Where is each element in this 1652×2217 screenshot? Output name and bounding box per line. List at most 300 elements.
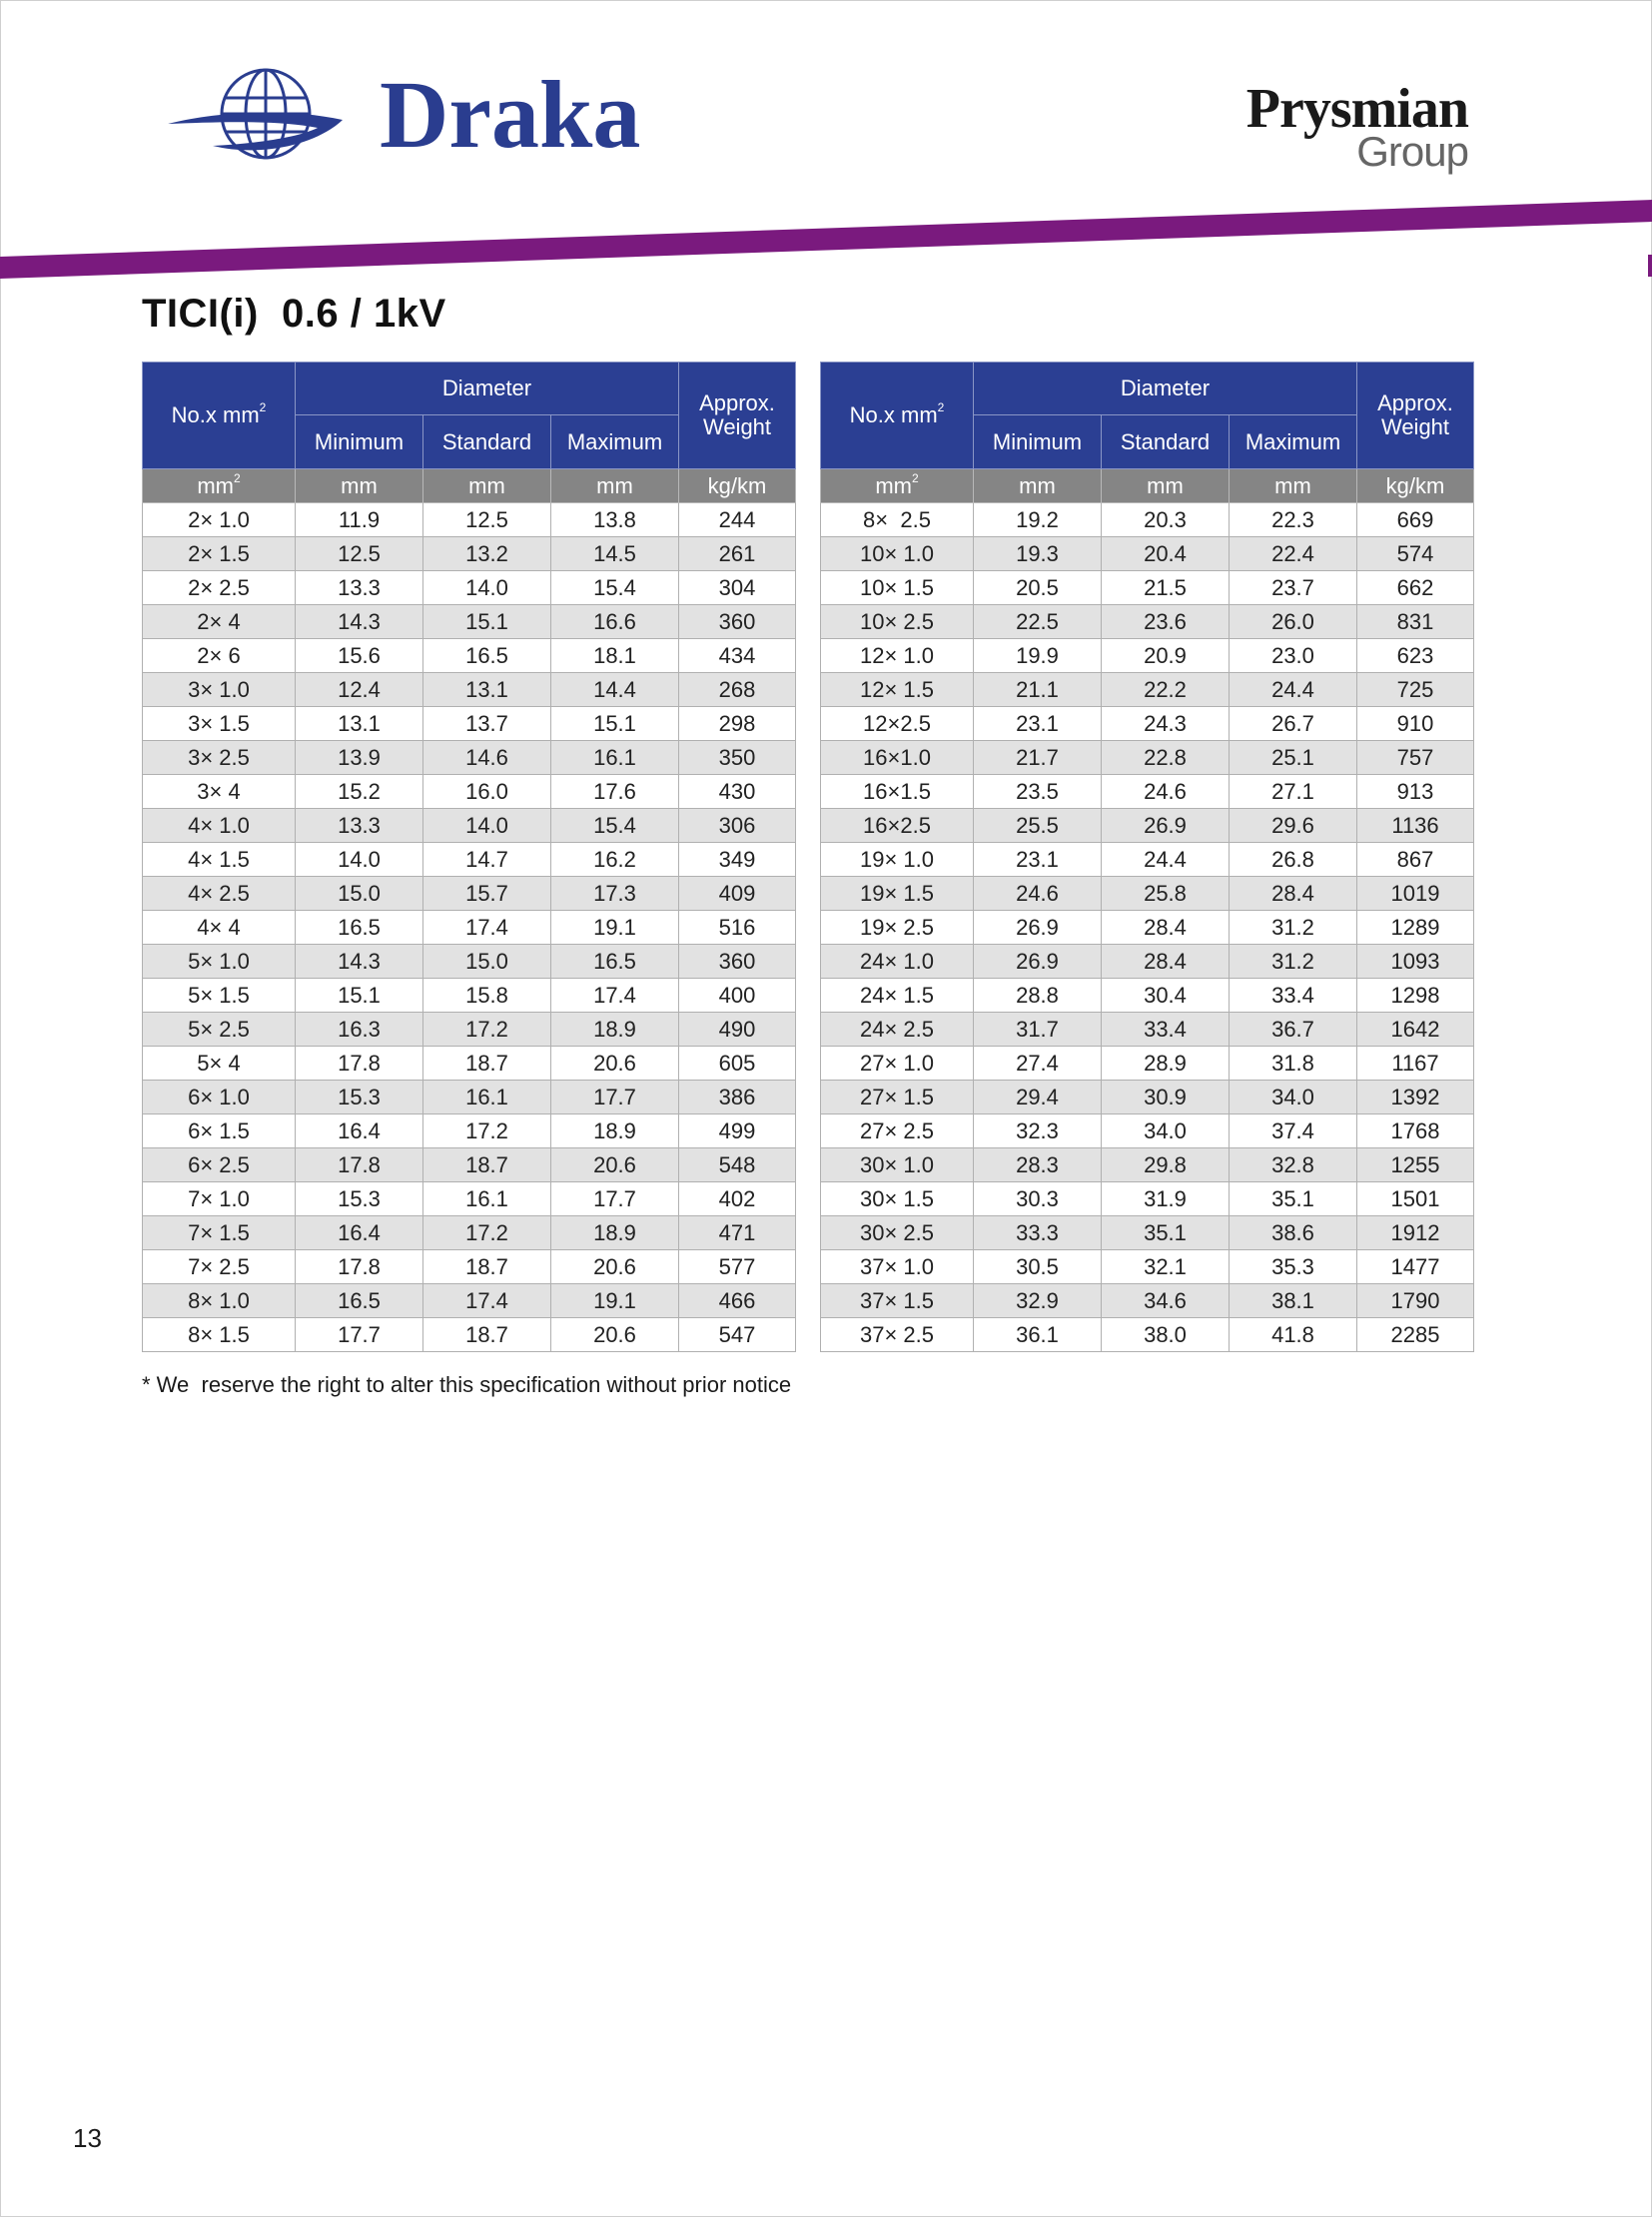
table-row — [821, 1182, 1474, 1216]
page-title: TICI(i) 0.6 / 1kV — [142, 292, 446, 336]
cell-maximum: 24.4 — [1230, 673, 1357, 707]
cell-minimum: 22.5 — [974, 605, 1102, 639]
cell-conductors: 7× 2.5 — [143, 1250, 296, 1284]
cell-conductors: 30× 1.0 — [821, 1148, 974, 1182]
cell-weight: 1289 — [1357, 911, 1474, 945]
cell-conductors: 24× 1.0 — [821, 945, 974, 979]
cell-minimum: 21.1 — [974, 673, 1102, 707]
cell-standard: 17.2 — [423, 1216, 551, 1250]
cell-maximum: 27.1 — [1230, 775, 1357, 809]
cell-minimum: 14.3 — [296, 945, 423, 979]
cell-standard: 17.4 — [423, 911, 551, 945]
cell-minimum: 12.5 — [296, 537, 423, 571]
cell-conductors: 27× 2.5 — [821, 1114, 974, 1148]
cell-minimum: 36.1 — [974, 1318, 1102, 1352]
cell-standard: 33.4 — [1102, 1013, 1230, 1047]
cell-standard: 21.5 — [1102, 571, 1230, 605]
cell-weight: 1912 — [1357, 1216, 1474, 1250]
cell-minimum: 15.6 — [296, 639, 423, 673]
cell-minimum: 24.6 — [974, 877, 1102, 911]
table-body-right — [821, 503, 1474, 1352]
cell-maximum: 31.2 — [1230, 945, 1357, 979]
table-row — [821, 1284, 1474, 1318]
cell-standard: 15.7 — [423, 877, 551, 911]
cell-conductors: 5× 4 — [143, 1047, 296, 1081]
cell-standard: 20.9 — [1102, 639, 1230, 673]
cell-standard: 16.1 — [423, 1081, 551, 1114]
cell-standard: 13.1 — [423, 673, 551, 707]
cell-maximum: 33.4 — [1230, 979, 1357, 1013]
cell-maximum: 41.8 — [1230, 1318, 1357, 1352]
header-standard: Standard — [1102, 415, 1230, 469]
cell-standard: 31.9 — [1102, 1182, 1230, 1216]
cell-weight: 1167 — [1357, 1047, 1474, 1081]
table-row — [143, 639, 796, 673]
cell-minimum: 13.9 — [296, 741, 423, 775]
cell-minimum: 32.3 — [974, 1114, 1102, 1148]
cell-weight: 386 — [679, 1081, 796, 1114]
table-row — [821, 979, 1474, 1013]
table-row — [821, 1013, 1474, 1047]
cell-weight: 623 — [1357, 639, 1474, 673]
cell-standard: 16.0 — [423, 775, 551, 809]
cell-maximum: 15.1 — [551, 707, 679, 741]
cell-maximum: 28.4 — [1230, 877, 1357, 911]
table-row — [143, 503, 796, 537]
spec-table-right — [820, 362, 1474, 1352]
cell-standard: 34.0 — [1102, 1114, 1230, 1148]
cell-maximum: 22.4 — [1230, 537, 1357, 571]
cell-weight: 1642 — [1357, 1013, 1474, 1047]
table-row — [821, 911, 1474, 945]
cell-weight: 831 — [1357, 605, 1474, 639]
table-row — [143, 1081, 796, 1114]
cell-minimum: 19.3 — [974, 537, 1102, 571]
cell-standard: 32.1 — [1102, 1250, 1230, 1284]
cell-standard: 15.0 — [423, 945, 551, 979]
cell-standard: 25.8 — [1102, 877, 1230, 911]
cell-conductors: 27× 1.5 — [821, 1081, 974, 1114]
table-row — [821, 1318, 1474, 1352]
cell-standard: 24.4 — [1102, 843, 1230, 877]
cell-standard: 18.7 — [423, 1047, 551, 1081]
cell-weight: 1136 — [1357, 809, 1474, 843]
table-row — [821, 1081, 1474, 1114]
cell-standard: 28.4 — [1102, 911, 1230, 945]
cell-maximum: 18.9 — [551, 1216, 679, 1250]
cell-weight: 466 — [679, 1284, 796, 1318]
cell-conductors: 16×1.0 — [821, 741, 974, 775]
cell-conductors: 12× 1.5 — [821, 673, 974, 707]
cell-weight: 1298 — [1357, 979, 1474, 1013]
cell-minimum: 15.0 — [296, 877, 423, 911]
cell-weight: 1501 — [1357, 1182, 1474, 1216]
cell-weight: 499 — [679, 1114, 796, 1148]
cell-maximum: 26.8 — [1230, 843, 1357, 877]
table-row — [821, 1114, 1474, 1148]
table-row — [143, 707, 796, 741]
cell-minimum: 13.3 — [296, 571, 423, 605]
cell-weight: 1477 — [1357, 1250, 1474, 1284]
cell-weight: 725 — [1357, 673, 1474, 707]
table-row — [821, 843, 1474, 877]
cell-maximum: 14.4 — [551, 673, 679, 707]
cell-conductors: 37× 1.0 — [821, 1250, 974, 1284]
cell-weight: 360 — [679, 945, 796, 979]
cell-conductors: 8× 1.5 — [143, 1318, 296, 1352]
cell-minimum: 28.3 — [974, 1148, 1102, 1182]
cell-maximum: 16.1 — [551, 741, 679, 775]
cell-minimum: 15.3 — [296, 1182, 423, 1216]
cell-weight: 350 — [679, 741, 796, 775]
table-row — [821, 605, 1474, 639]
cell-minimum: 15.1 — [296, 979, 423, 1013]
cell-weight: 913 — [1357, 775, 1474, 809]
cell-standard: 30.4 — [1102, 979, 1230, 1013]
table-row — [143, 877, 796, 911]
table-row — [143, 741, 796, 775]
cell-conductors: 30× 2.5 — [821, 1216, 974, 1250]
cell-standard: 18.7 — [423, 1318, 551, 1352]
cell-maximum: 16.5 — [551, 945, 679, 979]
cell-standard: 18.7 — [423, 1250, 551, 1284]
cell-weight: 434 — [679, 639, 796, 673]
table-row — [143, 605, 796, 639]
header-minimum: Minimum — [974, 415, 1102, 469]
cell-maximum: 34.0 — [1230, 1081, 1357, 1114]
cell-maximum: 18.9 — [551, 1013, 679, 1047]
cell-minimum: 13.1 — [296, 707, 423, 741]
cell-weight: 547 — [679, 1318, 796, 1352]
unit-conductors: $mm^2$ — [821, 469, 974, 503]
unit-maximum: mm — [551, 469, 679, 503]
cell-minimum: 20.5 — [974, 571, 1102, 605]
cell-weight: 1255 — [1357, 1148, 1474, 1182]
cell-conductors: 6× 1.0 — [143, 1081, 296, 1114]
cell-conductors: 4× 1.5 — [143, 843, 296, 877]
table-row — [821, 1148, 1474, 1182]
cell-maximum: 17.7 — [551, 1081, 679, 1114]
cell-conductors: 3× 1.0 — [143, 673, 296, 707]
header-diameter: Diameter — [296, 363, 679, 415]
cell-standard: 20.3 — [1102, 503, 1230, 537]
cell-standard: 22.2 — [1102, 673, 1230, 707]
cell-weight: 757 — [1357, 741, 1474, 775]
table-row — [821, 945, 1474, 979]
cell-weight: 516 — [679, 911, 796, 945]
cell-conductors: 8× 2.5 — [821, 503, 974, 537]
table-row — [821, 707, 1474, 741]
cell-maximum: 18.1 — [551, 639, 679, 673]
cell-conductors: 2× 4 — [143, 605, 296, 639]
globe-icon — [168, 62, 348, 172]
cell-conductors: 24× 1.5 — [821, 979, 974, 1013]
cell-weight: 430 — [679, 775, 796, 809]
cell-standard: 26.9 — [1102, 809, 1230, 843]
cell-maximum: 37.4 — [1230, 1114, 1357, 1148]
cell-minimum: 17.8 — [296, 1148, 423, 1182]
prysmian-wordmark: Prysmian — [1245, 78, 1468, 140]
cell-weight: 605 — [679, 1047, 796, 1081]
table-row — [143, 809, 796, 843]
cell-minimum: 30.5 — [974, 1250, 1102, 1284]
cell-minimum: 29.4 — [974, 1081, 1102, 1114]
table-row — [143, 1216, 796, 1250]
table-row — [821, 503, 1474, 537]
cell-weight: 577 — [679, 1250, 796, 1284]
cell-minimum: 28.8 — [974, 979, 1102, 1013]
cell-maximum: 20.6 — [551, 1047, 679, 1081]
cell-minimum: 30.3 — [974, 1182, 1102, 1216]
cell-minimum: 16.5 — [296, 911, 423, 945]
cell-weight: 548 — [679, 1148, 796, 1182]
cell-minimum: 16.3 — [296, 1013, 423, 1047]
cell-conductors: 24× 2.5 — [821, 1013, 974, 1047]
cell-maximum: 26.0 — [1230, 605, 1357, 639]
cell-minimum: 23.5 — [974, 775, 1102, 809]
unit-standard: mm — [423, 469, 551, 503]
cell-minimum: 23.1 — [974, 843, 1102, 877]
cell-standard: 20.4 — [1102, 537, 1230, 571]
cell-minimum: 17.8 — [296, 1250, 423, 1284]
cell-minimum: 16.4 — [296, 1216, 423, 1250]
table-row — [821, 639, 1474, 673]
cell-maximum: 32.8 — [1230, 1148, 1357, 1182]
cell-weight: 261 — [679, 537, 796, 571]
cell-standard: 38.0 — [1102, 1318, 1230, 1352]
cell-weight: 298 — [679, 707, 796, 741]
cell-standard: 29.8 — [1102, 1148, 1230, 1182]
cell-conductors: 2× 1.5 — [143, 537, 296, 571]
table-body-left — [143, 503, 796, 1352]
table-row — [821, 673, 1474, 707]
cell-minimum: 27.4 — [974, 1047, 1102, 1081]
cell-conductors: 12×2.5 — [821, 707, 974, 741]
cell-conductors: 3× 2.5 — [143, 741, 296, 775]
cell-conductors: 6× 1.5 — [143, 1114, 296, 1148]
table-row — [143, 775, 796, 809]
cell-minimum: 16.4 — [296, 1114, 423, 1148]
cell-minimum: 12.4 — [296, 673, 423, 707]
cell-conductors: 10× 1.5 — [821, 571, 974, 605]
cell-weight: 402 — [679, 1182, 796, 1216]
cell-standard: 16.5 — [423, 639, 551, 673]
header-conductors: No.x $mm^2$ — [143, 363, 296, 469]
table-row — [821, 1250, 1474, 1284]
cell-minimum: 19.9 — [974, 639, 1102, 673]
cell-weight: 669 — [1357, 503, 1474, 537]
table-row — [143, 673, 796, 707]
table-row — [821, 877, 1474, 911]
cell-conductors: 16×2.5 — [821, 809, 974, 843]
cell-weight: 1768 — [1357, 1114, 1474, 1148]
cell-minimum: 14.3 — [296, 605, 423, 639]
cell-conductors: 5× 1.0 — [143, 945, 296, 979]
table-row — [821, 571, 1474, 605]
cell-maximum: 15.4 — [551, 571, 679, 605]
cell-minimum: 19.2 — [974, 503, 1102, 537]
unit-conductors: $mm^2$ — [143, 469, 296, 503]
footnote: * We reserve the right to alter this specification without prior notice — [142, 1372, 792, 1397]
cell-standard: 17.2 — [423, 1114, 551, 1148]
table-row — [143, 1182, 796, 1216]
cell-conductors: 2× 1.0 — [143, 503, 296, 537]
table-row — [143, 1047, 796, 1081]
header-weight: Approx. Weight — [679, 363, 796, 469]
cell-standard: 24.3 — [1102, 707, 1230, 741]
cell-weight: 400 — [679, 979, 796, 1013]
cell-standard: 35.1 — [1102, 1216, 1230, 1250]
spec-table-left — [142, 362, 796, 1352]
cell-weight: 409 — [679, 877, 796, 911]
cell-conductors: 3× 4 — [143, 775, 296, 809]
cell-maximum: 20.6 — [551, 1250, 679, 1284]
cell-maximum: 23.0 — [1230, 639, 1357, 673]
group-wordmark: Group — [1356, 128, 1468, 175]
draka-logo — [168, 62, 667, 172]
cell-conductors: 27× 1.0 — [821, 1047, 974, 1081]
cell-standard: 30.9 — [1102, 1081, 1230, 1114]
cell-weight: 471 — [679, 1216, 796, 1250]
cell-maximum: 14.5 — [551, 537, 679, 571]
cell-standard: 13.7 — [423, 707, 551, 741]
cell-weight: 490 — [679, 1013, 796, 1047]
cell-conductors: 8× 1.0 — [143, 1284, 296, 1318]
cell-maximum: 20.6 — [551, 1148, 679, 1182]
cell-standard: 14.0 — [423, 571, 551, 605]
cell-conductors: 19× 1.0 — [821, 843, 974, 877]
cell-maximum: 25.1 — [1230, 741, 1357, 775]
table-row — [143, 1250, 796, 1284]
cell-conductors: 5× 2.5 — [143, 1013, 296, 1047]
cell-minimum: 13.3 — [296, 809, 423, 843]
cell-minimum: 17.8 — [296, 1047, 423, 1081]
table-row — [143, 945, 796, 979]
header-weight: Approx. Weight — [1357, 363, 1474, 469]
cell-maximum: 22.3 — [1230, 503, 1357, 537]
cell-standard: 14.6 — [423, 741, 551, 775]
cell-maximum: 38.1 — [1230, 1284, 1357, 1318]
cell-weight: 2285 — [1357, 1318, 1474, 1352]
header-conductors: No.x $mm^2$ — [821, 363, 974, 469]
cell-minimum: 32.9 — [974, 1284, 1102, 1318]
cell-standard: 28.4 — [1102, 945, 1230, 979]
cell-maximum: 29.6 — [1230, 809, 1357, 843]
cell-standard: 17.4 — [423, 1284, 551, 1318]
cell-minimum: 11.9 — [296, 503, 423, 537]
table-row — [143, 571, 796, 605]
cell-maximum: 36.7 — [1230, 1013, 1357, 1047]
cell-conductors: 4× 1.0 — [143, 809, 296, 843]
table-row — [143, 1013, 796, 1047]
cell-weight: 304 — [679, 571, 796, 605]
cell-conductors: 2× 2.5 — [143, 571, 296, 605]
cell-minimum: 33.3 — [974, 1216, 1102, 1250]
cell-conductors: 37× 2.5 — [821, 1318, 974, 1352]
draka-wordmark: Draka — [380, 61, 641, 168]
prysmian-logo — [1229, 80, 1468, 190]
table-row — [143, 1114, 796, 1148]
cell-weight: 1019 — [1357, 877, 1474, 911]
table-row — [143, 1284, 796, 1318]
cell-weight: 1392 — [1357, 1081, 1474, 1114]
cell-conductors: 19× 1.5 — [821, 877, 974, 911]
cell-conductors: 7× 1.0 — [143, 1182, 296, 1216]
table-row — [821, 809, 1474, 843]
cell-weight: 306 — [679, 809, 796, 843]
cell-weight: 244 — [679, 503, 796, 537]
cell-conductors: 37× 1.5 — [821, 1284, 974, 1318]
cell-weight: 268 — [679, 673, 796, 707]
cell-maximum: 16.6 — [551, 605, 679, 639]
cell-maximum: 19.1 — [551, 911, 679, 945]
cell-weight: 867 — [1357, 843, 1474, 877]
cell-minimum: 14.0 — [296, 843, 423, 877]
cell-conductors: 12× 1.0 — [821, 639, 974, 673]
cell-minimum: 26.9 — [974, 911, 1102, 945]
cell-conductors: 6× 2.5 — [143, 1148, 296, 1182]
cell-maximum: 35.3 — [1230, 1250, 1357, 1284]
header-standard: Standard — [423, 415, 551, 469]
cell-maximum: 18.9 — [551, 1114, 679, 1148]
table-row — [143, 911, 796, 945]
table-row — [821, 741, 1474, 775]
cell-maximum: 15.4 — [551, 809, 679, 843]
cell-conductors: 10× 2.5 — [821, 605, 974, 639]
cell-standard: 28.9 — [1102, 1047, 1230, 1081]
cell-conductors: 3× 1.5 — [143, 707, 296, 741]
cell-maximum: 20.6 — [551, 1318, 679, 1352]
unit-minimum: mm — [974, 469, 1102, 503]
unit-weight: kg/km — [1357, 469, 1474, 503]
cell-weight: 574 — [1357, 537, 1474, 571]
table-row — [143, 1318, 796, 1352]
cell-maximum: 17.3 — [551, 877, 679, 911]
cell-standard: 18.7 — [423, 1148, 551, 1182]
cell-standard: 23.6 — [1102, 605, 1230, 639]
cell-weight: 910 — [1357, 707, 1474, 741]
cell-standard: 34.6 — [1102, 1284, 1230, 1318]
table-row — [143, 979, 796, 1013]
cell-weight: 1790 — [1357, 1284, 1474, 1318]
cell-standard: 14.7 — [423, 843, 551, 877]
cell-maximum: 19.1 — [551, 1284, 679, 1318]
cell-minimum: 21.7 — [974, 741, 1102, 775]
cell-minimum: 25.5 — [974, 809, 1102, 843]
cell-conductors: 4× 2.5 — [143, 877, 296, 911]
cell-conductors: 4× 4 — [143, 911, 296, 945]
unit-standard: mm — [1102, 469, 1230, 503]
cell-minimum: 31.7 — [974, 1013, 1102, 1047]
table-row — [143, 1148, 796, 1182]
cell-maximum: 17.7 — [551, 1182, 679, 1216]
cell-minimum: 26.9 — [974, 945, 1102, 979]
cell-maximum: 16.2 — [551, 843, 679, 877]
page-number: 13 — [73, 2123, 102, 2153]
cell-maximum: 35.1 — [1230, 1182, 1357, 1216]
table-row — [821, 775, 1474, 809]
cell-conductors: 30× 1.5 — [821, 1182, 974, 1216]
cell-minimum: 17.7 — [296, 1318, 423, 1352]
cell-standard: 14.0 — [423, 809, 551, 843]
cell-maximum: 17.6 — [551, 775, 679, 809]
cell-minimum: 15.2 — [296, 775, 423, 809]
cell-standard: 22.8 — [1102, 741, 1230, 775]
table-row — [143, 537, 796, 571]
header-diameter: Diameter — [974, 363, 1357, 415]
cell-weight: 349 — [679, 843, 796, 877]
cell-conductors: 10× 1.0 — [821, 537, 974, 571]
